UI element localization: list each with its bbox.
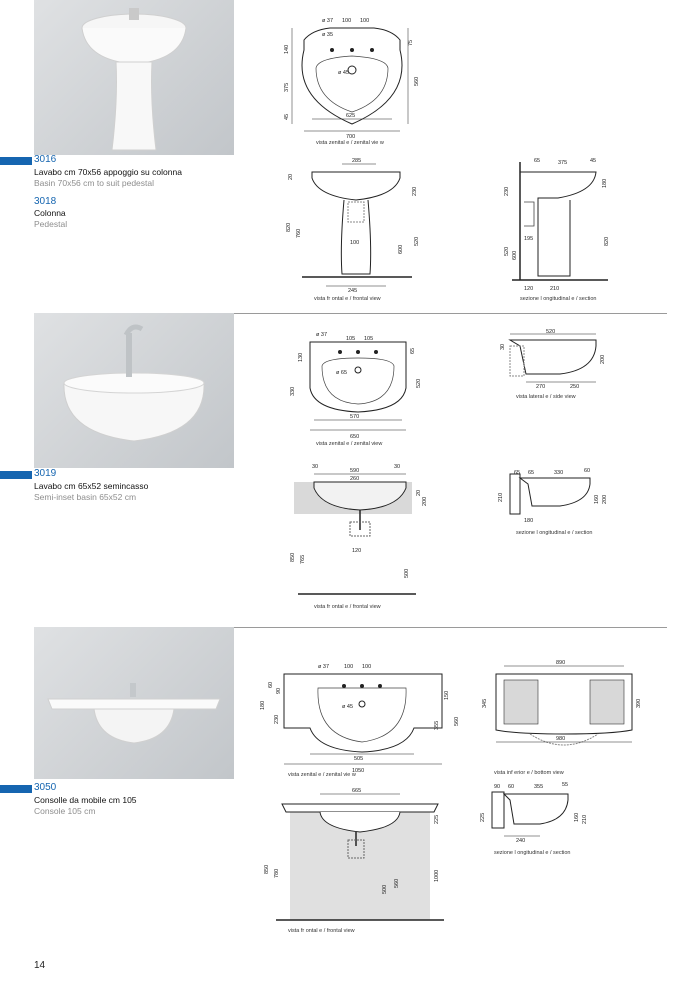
view-caption: vista fr ontal e / frontal view bbox=[314, 604, 381, 610]
dim-label: 700 bbox=[346, 134, 356, 140]
product-code: 3019 bbox=[34, 468, 57, 479]
view-caption: vista fr ontal e / frontal view bbox=[314, 296, 381, 302]
dim-label: 100 bbox=[362, 664, 372, 670]
dim-label: 105 bbox=[364, 336, 374, 342]
view-caption: vista zenital e / zenital vie w bbox=[288, 772, 356, 778]
dim-label: 500 bbox=[382, 884, 388, 894]
dim-label: ø 45 bbox=[342, 704, 354, 710]
drawing-top-view bbox=[256, 658, 462, 772]
dim-label: 250 bbox=[570, 384, 580, 390]
product-name-en: Console 105 cm bbox=[34, 806, 96, 816]
dim-label: 570 bbox=[350, 414, 360, 420]
dim-label: 30 bbox=[312, 464, 319, 470]
dim-label: 1000 bbox=[434, 869, 440, 882]
dim-label: 820 bbox=[604, 236, 610, 246]
dim-label: 520 bbox=[414, 236, 420, 246]
view-caption: vista lateral e / side view bbox=[516, 394, 576, 400]
dim-label: 20 bbox=[416, 489, 422, 496]
product-code: 3018 bbox=[34, 196, 57, 207]
section-marker-bar bbox=[0, 785, 32, 793]
product-name-en: Basin 70x56 cm to suit pedestal bbox=[34, 178, 155, 188]
view-caption: sezione l ongitudinal e / section bbox=[516, 530, 593, 536]
dim-label: 780 bbox=[274, 868, 280, 878]
section-divider bbox=[233, 313, 667, 314]
dim-label: 600 bbox=[512, 250, 518, 260]
dim-label: 55 bbox=[562, 782, 569, 788]
product-name-it: Lavabo cm 70x56 appoggio su colonna bbox=[34, 167, 182, 177]
dim-label: 765 bbox=[300, 554, 306, 564]
dim-label: 225 bbox=[434, 814, 440, 824]
dim-label: 30 bbox=[500, 343, 506, 350]
dim-label: 345 bbox=[482, 698, 488, 708]
product-photo-basin-pedestal bbox=[34, 0, 234, 155]
drawing-top-view bbox=[288, 326, 438, 438]
dim-label: 45 bbox=[284, 113, 290, 120]
dim-label: ø 65 bbox=[336, 370, 348, 376]
product-photo-console bbox=[34, 627, 234, 779]
dim-label: 760 bbox=[296, 228, 302, 238]
dim-label: 180 bbox=[602, 178, 608, 188]
dim-label: ø 37 bbox=[318, 664, 330, 670]
product-name-en: Pedestal bbox=[34, 219, 68, 229]
dim-label: ø 45 bbox=[338, 70, 350, 76]
dim-label: 200 bbox=[602, 494, 608, 504]
dim-label: 230 bbox=[412, 186, 418, 196]
drawing-section-view bbox=[478, 780, 598, 848]
dim-label: 30 bbox=[394, 464, 401, 470]
view-caption: vista zenital e / zenital view bbox=[316, 441, 383, 447]
dim-label: 100 bbox=[360, 18, 370, 24]
section-marker-bar bbox=[0, 157, 32, 165]
dim-label: 590 bbox=[350, 468, 360, 474]
product-name-it: Consolle da mobile cm 105 bbox=[34, 795, 137, 805]
dim-label: 45 bbox=[590, 158, 597, 164]
dim-label: 180 bbox=[260, 700, 266, 710]
dim-label: 505 bbox=[354, 756, 364, 762]
dim-label: 240 bbox=[516, 838, 526, 844]
product-photo-semi-inset-basin bbox=[34, 313, 234, 468]
dim-label: 560 bbox=[414, 76, 420, 86]
dim-label: 260 bbox=[350, 476, 360, 482]
dim-label: 355 bbox=[534, 784, 544, 790]
dim-label: 625 bbox=[346, 113, 356, 119]
dim-label: 160 bbox=[574, 812, 580, 822]
dim-label: 375 bbox=[284, 82, 290, 92]
drawing-side-view bbox=[500, 330, 610, 390]
dim-label: 105 bbox=[346, 336, 356, 342]
basin-pedestal-illustration bbox=[34, 0, 234, 155]
dim-label: 890 bbox=[556, 660, 566, 666]
drawing-front-view bbox=[262, 784, 448, 926]
drawing-section-view bbox=[500, 466, 612, 526]
dim-label: 270 bbox=[536, 384, 546, 390]
console-illustration bbox=[34, 627, 234, 779]
dim-label: 90 bbox=[276, 687, 282, 694]
dim-label: 130 bbox=[298, 352, 304, 362]
dim-label: 210 bbox=[498, 492, 504, 502]
dim-label: 200 bbox=[422, 496, 428, 506]
dim-label: 600 bbox=[398, 244, 404, 254]
dim-label: 980 bbox=[556, 736, 566, 742]
dim-label: 65 bbox=[528, 470, 535, 476]
dim-label: 850 bbox=[264, 864, 270, 874]
dim-label: 560 bbox=[394, 878, 400, 888]
section-divider bbox=[233, 627, 667, 628]
view-caption: vista zenital e / zenital vie w bbox=[316, 140, 384, 146]
dim-label: ø 37 bbox=[322, 18, 334, 24]
dim-label: 520 bbox=[546, 329, 556, 335]
dim-label: 75 bbox=[408, 39, 414, 46]
dim-label: 60 bbox=[268, 681, 274, 688]
dim-label: 60 bbox=[508, 784, 515, 790]
dim-label: 160 bbox=[594, 494, 600, 504]
dim-label: 60 bbox=[584, 468, 591, 474]
dim-label: 100 bbox=[350, 240, 360, 246]
dim-label: 850 bbox=[290, 552, 296, 562]
dim-label: 520 bbox=[416, 378, 422, 388]
dim-label: 560 bbox=[454, 716, 460, 726]
dim-label: 245 bbox=[348, 288, 358, 294]
dim-label: 520 bbox=[504, 246, 510, 256]
product-name-it: Colonna bbox=[34, 208, 66, 218]
drawing-bottom-view bbox=[482, 660, 652, 760]
dim-label: 225 bbox=[480, 812, 486, 822]
dim-label: 230 bbox=[274, 714, 280, 724]
page-number: 14 bbox=[34, 960, 46, 971]
dim-label: 180 bbox=[524, 518, 534, 524]
drawing-section-view bbox=[498, 156, 618, 296]
view-caption: vista inf erior e / bottom view bbox=[494, 770, 564, 776]
dim-label: 90 bbox=[494, 784, 501, 790]
dim-label: 100 bbox=[342, 18, 352, 24]
dim-label: 20 bbox=[288, 173, 294, 180]
dim-label: 65 bbox=[534, 158, 541, 164]
dim-label: 65 bbox=[410, 347, 416, 354]
dim-label: 195 bbox=[524, 236, 534, 242]
dim-label: 210 bbox=[582, 814, 588, 824]
product-name-it: Lavabo cm 65x52 semincasso bbox=[34, 481, 149, 491]
product-name-en: Semi-inset basin 65x52 cm bbox=[34, 492, 137, 502]
dim-label: 1050 bbox=[352, 768, 365, 774]
dim-label: 390 bbox=[636, 698, 642, 708]
dim-label: 500 bbox=[404, 568, 410, 578]
dim-label: 120 bbox=[352, 548, 362, 554]
view-caption: sezione l ongitudinal e / section bbox=[520, 296, 597, 302]
section-marker-bar bbox=[0, 471, 32, 479]
dim-label: 285 bbox=[352, 158, 362, 164]
dim-label: 120 bbox=[524, 286, 534, 292]
dim-label: 150 bbox=[444, 690, 450, 700]
dim-label: 140 bbox=[284, 44, 290, 54]
dim-label: 330 bbox=[554, 470, 564, 476]
dim-label: 820 bbox=[286, 222, 292, 232]
product-code: 3050 bbox=[34, 782, 57, 793]
drawing-front-view bbox=[282, 156, 432, 296]
drawing-top-view bbox=[282, 14, 432, 138]
dim-label: 375 bbox=[558, 160, 568, 166]
dim-label: 230 bbox=[504, 186, 510, 196]
dim-label: ø 37 bbox=[316, 332, 328, 338]
drawing-front-view bbox=[286, 460, 436, 608]
dim-label: 100 bbox=[344, 664, 354, 670]
view-caption: vista fr ontal e / frontal view bbox=[288, 928, 355, 934]
product-code: 3016 bbox=[34, 154, 57, 165]
dim-label: 665 bbox=[352, 788, 362, 794]
dim-label: 210 bbox=[550, 286, 560, 292]
dim-label: ø 35 bbox=[322, 32, 334, 38]
dim-label: 65 bbox=[514, 470, 521, 476]
semi-inset-basin-illustration bbox=[34, 313, 234, 468]
dim-label: 355 bbox=[434, 720, 440, 730]
dim-label: 650 bbox=[350, 434, 360, 440]
dim-label: 200 bbox=[600, 354, 606, 364]
view-caption: sezione l ongitudinal e / section bbox=[494, 850, 571, 856]
dim-label: 330 bbox=[290, 386, 296, 396]
